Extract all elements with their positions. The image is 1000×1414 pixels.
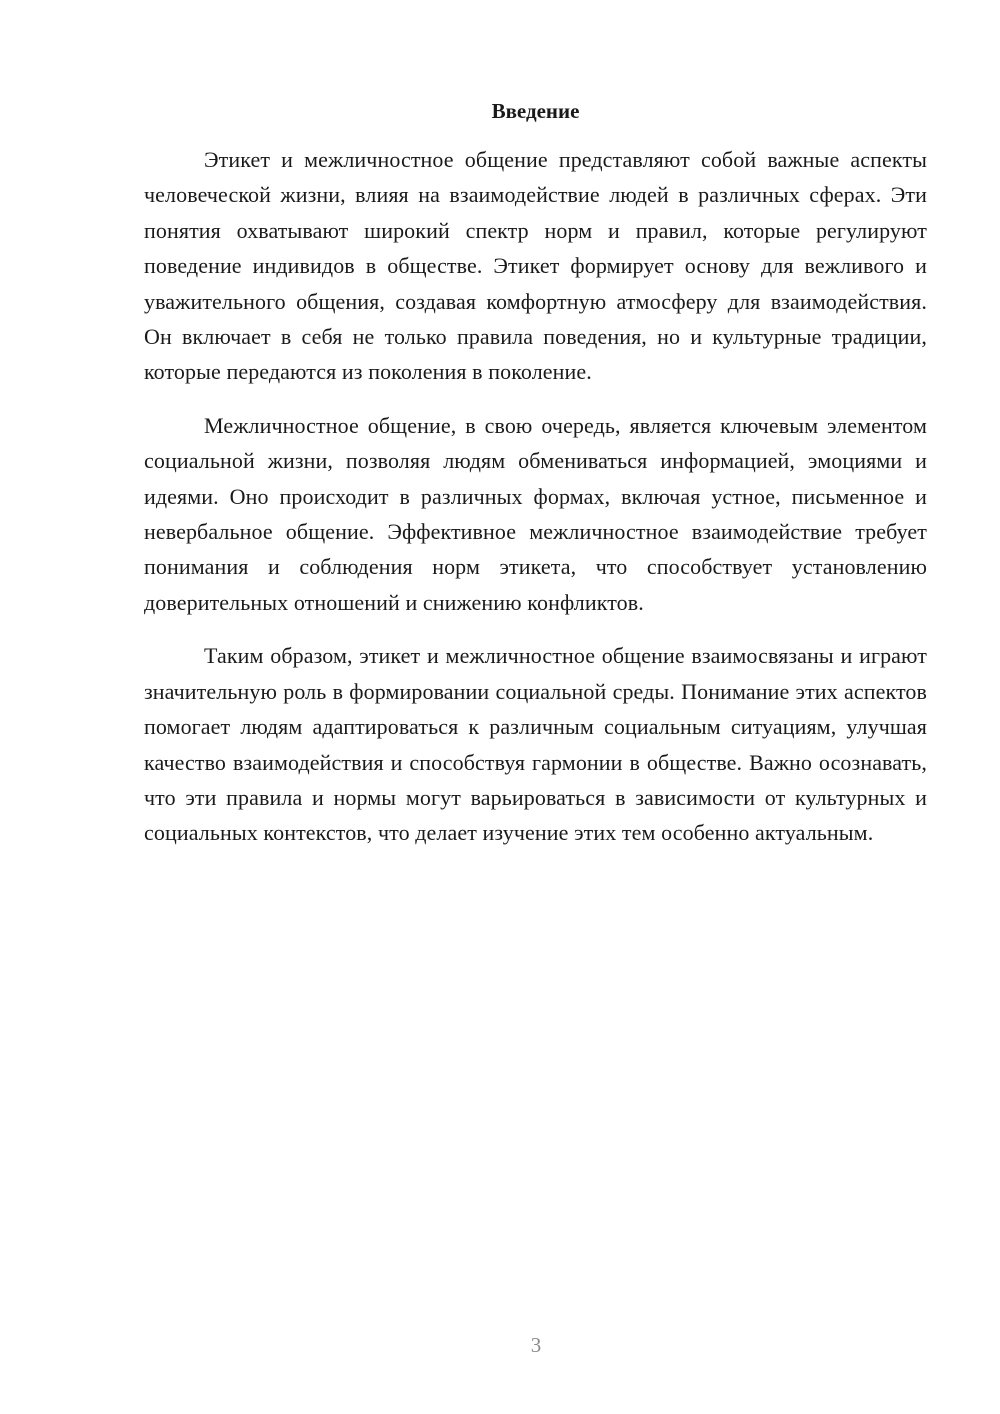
paragraph-1: Этикет и межличностное общение представляют собой важные аспекты человеческой жизни, влияя на взаимодействие людей в различных сферах. Эти понятия охватывают широкий спектр норм и правил, которые регулируют поведение индивидов в обществе. Этикет формирует основу для вежливого и уважительного общения, создавая комфортную атмосферу для взаимодействия. Он включает в себя не только правила поведения, но и культурные традиции, которые передаются из поколения в поколение. [144,147,927,385]
section-heading: Введение [491,99,580,123]
page-number: 3 [530,1333,542,1357]
paragraph-3: Таким образом, этикет и межличностное общение взаимосвязаны и играют значительную роль в формировании социальной среды. Понимание этих аспектов помогает людям адаптироваться к различным социальным ситуациям, улучшая качество взаимодействия и способствуя гармонии в обществе. Важно осознавать, что эти правила и нормы могут варьироваться в зависимости от культурных и социальных контекстов, что делает изучение этих тем особенно актуальным. [144,643,927,846]
body-text [144,142,927,869]
paragraph-2: Межличностное общение, в свою очередь, является ключевым элементом социальной жизни, позволяя людям обмениваться информацией, эмоциями и идеями. Оно происходит в различных формах, включая устное, письменное и невербальное общение. Эффективное межличностное взаимодействие требует понимания и соблюдения норм этикета, что способствует установлению доверительных отношений и снижению конфликтов. [144,412,927,615]
